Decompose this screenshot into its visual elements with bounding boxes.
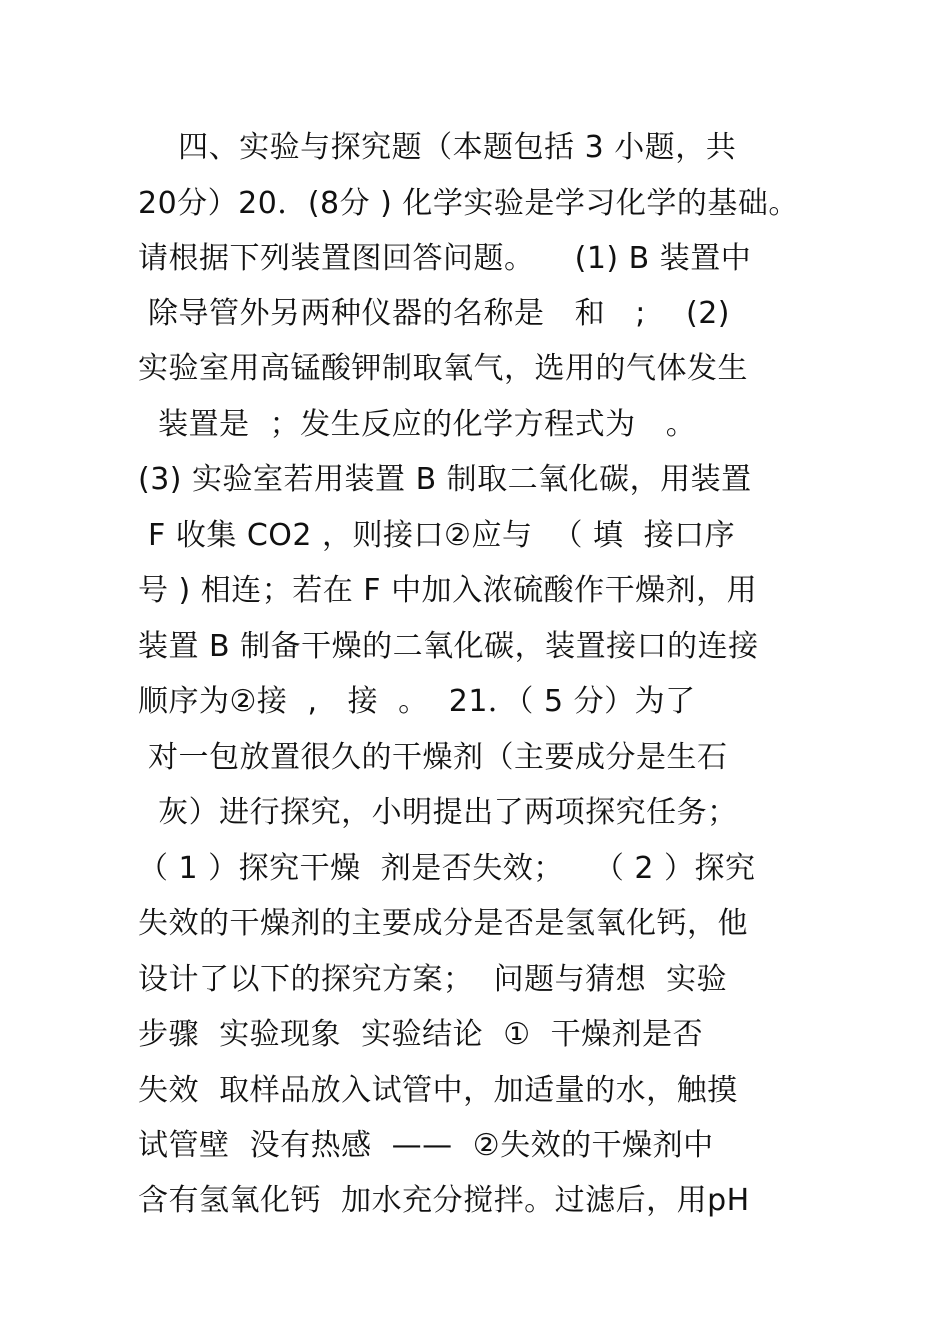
text-line-17: 步骤 实验现象 实验结论 ① 干燥剂是否 [138,1017,704,1052]
text-line-3: 请根据下列装置图回答问题。 (1) B 装置中 [138,241,752,276]
text-line-13: 灰）进行探究，小明提出了两项探究任务； [138,795,738,830]
text-line-10: 装置 B 制备干燥的二氧化碳，装置接口的连接 [138,629,759,664]
text-line-8: F 收集 CO2 ，则接口②应与 （ 填 接口序 [138,518,736,553]
text-line-2: 20分）20．(8分 ) 化学实验是学习化学的基础。 [138,186,799,221]
text-line-5: 实验室用高锰酸钾制取氧气，选用的气体发生 [138,351,748,386]
text-line-14: （ 1 ）探究干燥 剂是否失效； （ 2 ）探究 [138,851,756,886]
text-line-16: 设计了以下的探究方案； 问题与猜想 实验 [138,962,728,997]
text-line-19: 试管壁 没有热感 —— ②失效的干燥剂中 [138,1128,714,1163]
text-line-15: 失效的干燥剂的主要成分是否是氢氧化钙，他 [138,906,748,941]
text-line-20: 含有氢氧化钙 加水充分搅拌。过滤后，用pH [138,1183,750,1218]
text-line-18: 失效 取样品放入试管中，加适量的水，触摸 [138,1073,738,1108]
text-line-4: 除导管外另两种仪器的名称是 和 ; (2) [138,296,730,331]
text-line-1: 四、实验与探究题（本题包括 3 小题，共 [138,130,737,165]
text-line-9: 号 ) 相连；若在 F 中加入浓硫酸作干燥剂，用 [138,573,758,608]
text-line-11: 顺序为②接 , 接 。 21．（ 5 分）为了 [138,684,696,719]
text-line-6: 装置是 ；发生反应的化学方程式为 。 [138,407,697,442]
text-line-7: (3) 实验室若用装置 B 制取二氧化碳，用装置 [138,462,752,497]
text-line-12: 对一包放置很久的干燥剂（主要成分是生石 [138,740,728,775]
